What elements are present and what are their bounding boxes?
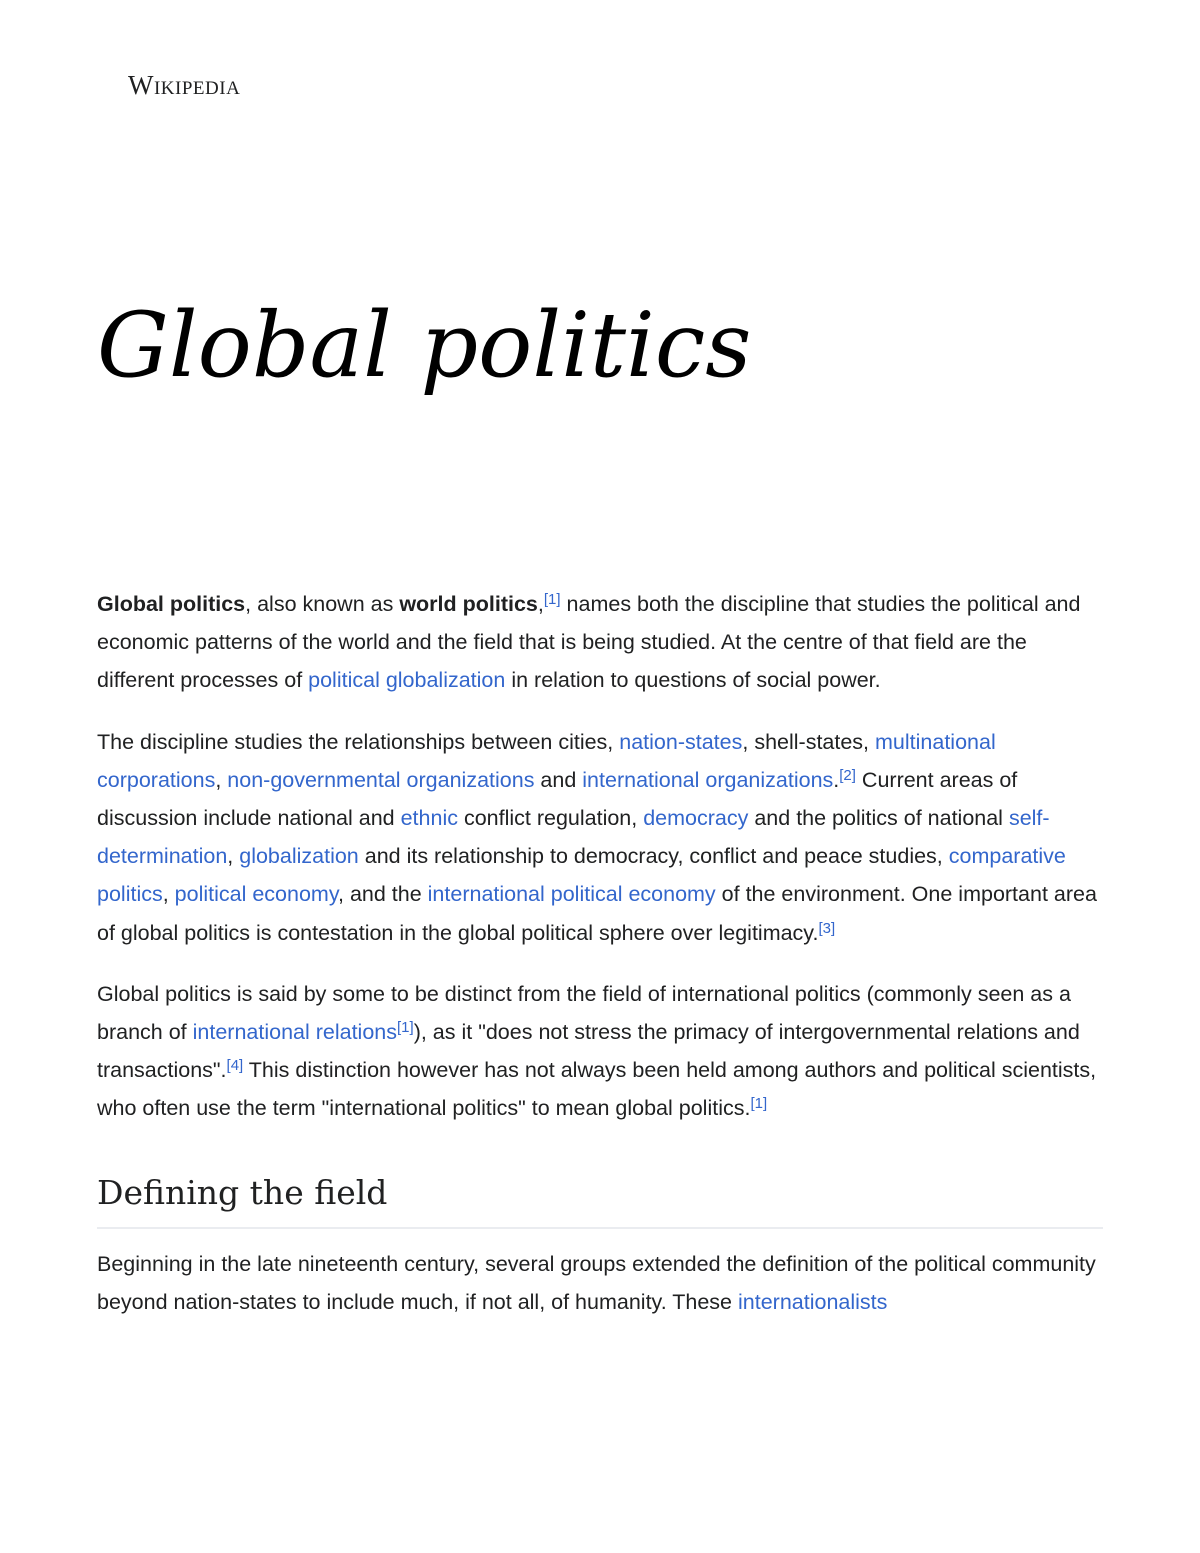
text: and bbox=[534, 767, 583, 792]
link-ethnic[interactable]: ethnic bbox=[400, 806, 458, 831]
text: , and the bbox=[338, 882, 428, 907]
wikipedia-logo[interactable]: Wikipedia bbox=[128, 70, 241, 100]
link-international-organizations[interactable]: international organizations bbox=[582, 767, 834, 792]
text: , shell-states, bbox=[742, 729, 876, 754]
text: , bbox=[162, 882, 175, 907]
reference bbox=[750, 1095, 767, 1112]
text: This distinction however has not always been held among authors and political scientists, who often use the term "international politics" to mean global politics. bbox=[97, 1058, 1097, 1121]
text: Current areas of discussion include national and bbox=[97, 767, 1018, 831]
reference-link[interactable]: [3] bbox=[818, 919, 836, 937]
link-international-relations[interactable]: international relations bbox=[192, 1020, 398, 1045]
link-multinational-corporations[interactable]: multinational corporations bbox=[97, 729, 996, 792]
text: , bbox=[215, 767, 228, 792]
text: ), as it "does not stress the primacy of intergovernmental relations and transactions". bbox=[97, 1020, 1080, 1083]
link-globalization[interactable]: globalization bbox=[239, 844, 359, 869]
reference bbox=[544, 591, 561, 608]
reference-link[interactable]: [1] bbox=[543, 591, 561, 608]
text: . bbox=[833, 767, 840, 792]
reference bbox=[818, 920, 835, 937]
link-political-economy[interactable]: political economy bbox=[174, 882, 338, 907]
text: , bbox=[227, 844, 240, 869]
reference-link[interactable]: [2] bbox=[839, 766, 856, 784]
link-political-globalization[interactable]: political globalization bbox=[308, 668, 506, 693]
paragraph-defining bbox=[97, 1245, 1103, 1321]
bold-term: world politics bbox=[399, 592, 538, 616]
paragraph-intro bbox=[97, 585, 1103, 700]
link-self-determination[interactable]: self-determination bbox=[97, 806, 1050, 869]
article-body bbox=[97, 585, 1103, 1344]
text: Beginning in the late nineteenth century, several groups extended the definition of the political community beyond nation-states to include much, if not all, of humanity. These bbox=[97, 1251, 1096, 1314]
text: and its relationship to democracy, conflict and peace studies, bbox=[358, 844, 949, 869]
reference-link[interactable]: [1] bbox=[397, 1019, 414, 1037]
link-non-governmental-organizations[interactable]: non-governmental organizations bbox=[227, 767, 535, 792]
link-comparative-politics[interactable]: comparative politics bbox=[97, 844, 1066, 907]
paragraph-distinction bbox=[97, 975, 1103, 1128]
link-democracy[interactable]: democracy bbox=[643, 806, 749, 831]
text: names both the discipline that studies the political and economic patterns of the world and the field that is being studied. At the centre of that field are the different processes of bbox=[97, 592, 1081, 693]
page-title: Global politics bbox=[97, 293, 752, 398]
reference bbox=[839, 767, 856, 784]
link-nation-states[interactable]: nation-states bbox=[619, 729, 743, 754]
link-international-political-economy[interactable]: international political economy bbox=[427, 882, 716, 907]
reference-link[interactable]: [4] bbox=[226, 1057, 244, 1075]
text: of the environment. One important area of global politics is contestation in the global political sphere over legitimacy. bbox=[97, 882, 1097, 945]
reference-link[interactable]: [1] bbox=[750, 1095, 768, 1113]
reference bbox=[397, 1019, 414, 1036]
text: Global politics is said by some to be distinct from the field of international politics (commonly seen as a branch of bbox=[97, 981, 1071, 1045]
paragraph-discipline bbox=[97, 723, 1103, 952]
text: , bbox=[537, 592, 544, 616]
text: , also known as bbox=[245, 592, 400, 616]
text: conflict regulation, bbox=[457, 806, 644, 831]
section-heading-defining-the-field: Defining the field bbox=[97, 1172, 1103, 1229]
text: and the politics of national bbox=[748, 806, 1009, 831]
text: The discipline studies the relationships between cities, bbox=[97, 729, 620, 754]
bold-term: Global politics bbox=[97, 592, 246, 616]
link-internationalists[interactable]: internationalists bbox=[738, 1289, 888, 1314]
reference bbox=[227, 1057, 244, 1074]
text: in relation to questions of social power. bbox=[505, 668, 881, 693]
